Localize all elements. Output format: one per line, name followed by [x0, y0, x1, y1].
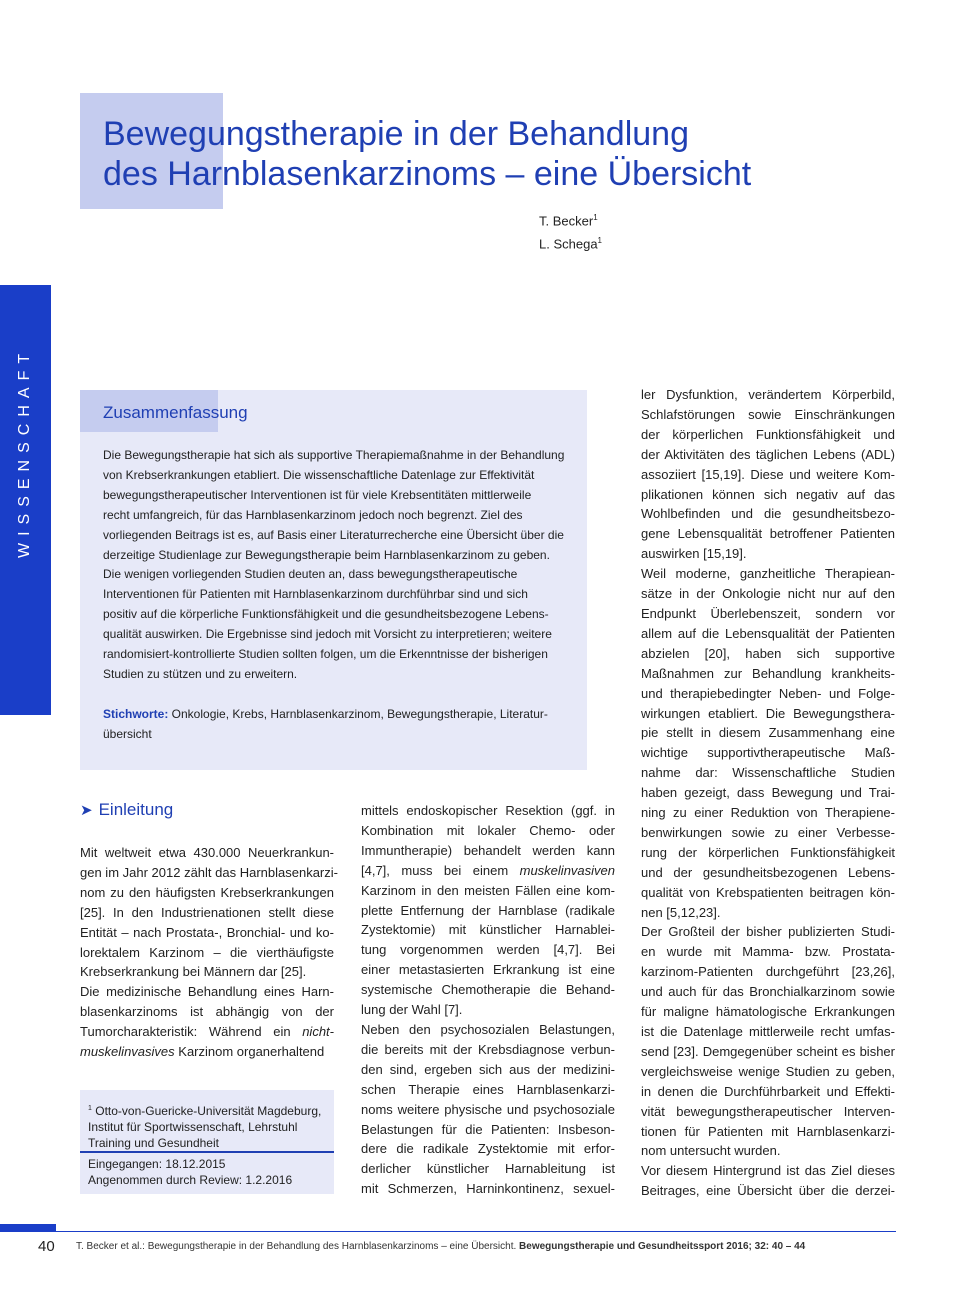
article-title: [103, 114, 883, 194]
body-text-line: in denen die Durchführbarkeit und Effekti-: [641, 1083, 895, 1099]
author-name: L. Schega: [539, 236, 598, 252]
footer-rule: [56, 1231, 896, 1232]
keywords: [103, 705, 579, 745]
body-text-line: Maßnahmen zur Behandlung krankheits-: [641, 665, 895, 681]
body-text-line: nom untersucht wurden.: [641, 1143, 781, 1159]
body-text-line: nen [5,12,23].: [641, 904, 721, 920]
body-text-line: [25]. In den Industrienationen stellt diese: [80, 904, 334, 920]
body-text-line: muskelinvasives Karzinom organerhaltend: [80, 1044, 325, 1060]
abstract-line: Studien zu stützen und zu erweitern.: [103, 666, 298, 681]
page-number: 40: [38, 1238, 55, 1255]
body-text-line: der Aktivitäten des täglichen Lebens (ADL): [641, 446, 895, 462]
affiliation-line: Training und Gesundheit: [88, 1136, 219, 1150]
body-text-line: send [23]. Demgegenüber scheint es bisher: [641, 1043, 895, 1059]
body-text-line: sätze in der Onkologie nicht nur auf den: [641, 586, 895, 602]
body-text-line: allem auf die Lebensqualität der Patienten: [641, 625, 895, 641]
body-text-line: die bereits mit der Krebsdiagnose verbun-: [361, 1041, 615, 1057]
body-text-line: systemische Chemotherapie die Behand-: [361, 982, 615, 998]
affiliation-divider: [80, 1151, 334, 1153]
body-text-line: Belastungen für die Patienten: Insbeson-: [361, 1121, 615, 1137]
abstract-line: bewegungstherapeutischer Interventionen ist für viele Krebsentitäten mittlerweile: [103, 487, 532, 502]
author: [539, 208, 602, 231]
body-text-line: wirkungen etabliert. Die Bewegungsthera-: [641, 705, 895, 721]
body-text-line: dere die radikale Zystektomie mit erfor-: [361, 1141, 615, 1157]
arrow-icon: ➤: [80, 802, 93, 819]
body-text-line: ler Dysfunktion, verändertem Körperbild,: [641, 387, 895, 402]
body-text-line: Beitrages, eine Übersicht über die derzei-: [641, 1183, 895, 1199]
body-text-line: nahme dar: Wissenschaftliche Studien: [641, 765, 895, 781]
body-text-line: karzinom-Patienten durchgeführt [23,26],: [641, 964, 895, 980]
body-text-line: en wurde mit Mamma- bzw. Prostata-: [641, 944, 895, 960]
citation-text: T. Becker et al.: Bewegungstherapie in der Behandlung des Harnblasenkarzinoms – eine Übersicht.: [76, 1241, 520, 1252]
body-text-line: und auch für das Bronchialkarzinom sowie: [641, 984, 895, 1000]
author: [539, 231, 602, 254]
body-text-line: haben gezeigt, dass Bewegung und Trai-: [641, 785, 895, 801]
body-text-line: der körperlichen Funktionsfähigkeit und: [641, 426, 895, 442]
body-text-line: blasenkarzinoms ist abhängig von der: [80, 1004, 334, 1020]
body-text-line: tionen für Patienten mit Harnblasenkarzi-: [641, 1123, 895, 1139]
body-text-line: Krebserkrankung bei Männern dar [25].: [80, 964, 307, 980]
section-heading-einleitung: [80, 800, 173, 820]
body-text-line: mit Schmerzen, Harninkontinenz, sexuel-: [361, 1181, 615, 1197]
title-line-1: Bewegungstherapie in der Behandlung: [103, 115, 690, 153]
abstract-line: Die wenigen vorliegenden Studien deuten an, dass bewegungstherapeutische: [103, 567, 518, 582]
body-text-line: Karzinom in den meisten Fällen eine kom-: [361, 882, 615, 898]
section-heading-text: Einleitung: [98, 800, 174, 819]
body-text-line: Schlafstörungen sowie Einschränkungen: [641, 406, 895, 422]
body-text-line: Immuntherapie) behandelt werden kann: [361, 842, 615, 858]
abstract-line: Interventionen für Patienten mit Harnblasenkarzinom durchführbar sind und sich: [103, 587, 528, 602]
body-text-line: schen Therapie eines Harnblasenkarzi-: [361, 1081, 615, 1097]
author-affil-sup: 1: [597, 236, 602, 246]
keywords-text: übersicht: [103, 726, 152, 741]
submission-dates: [88, 1156, 292, 1188]
body-text-line: Mit weltweit etwa 430.000 Neuerkrankun-: [80, 845, 334, 860]
body-text-line: lung der Wahl [7].: [361, 1002, 463, 1018]
body-text-line: für maligne hämatologische Erkrankungen: [641, 1004, 895, 1020]
affiliation-line: Otto-von-Guericke-Universität Magdeburg,: [91, 1104, 322, 1118]
body-text-line: Zystektomie) mit künstlicher Harnablei-: [361, 922, 615, 938]
body-text-line: ist die Datenlage mittlerweile recht umfas-: [641, 1024, 895, 1039]
abstract-line: von Krebserkrankungen etabliert. Die wissenschaftliche Datenlage zur Effektivität: [103, 467, 535, 482]
body-column-1: [80, 843, 338, 1062]
footer-decor-block: [0, 1224, 56, 1232]
accepted-date: Angenommen durch Review: 1.2.2016: [88, 1173, 293, 1187]
abstract-line: randomisiert-kontrollierte Studien sollten folgen, um die Erkenntnisse der bisherigen: [103, 647, 548, 662]
body-text-line: Die medizinische Behandlung eines Harn-: [80, 984, 334, 1000]
body-text-line: tung vorgenommen werden [4,7]. Bei: [361, 942, 615, 958]
body-text-line: Tumorcharakteristik: Während ein nicht-: [80, 1024, 334, 1040]
keywords-text: Onkologie, Krebs, Harnblasenkarzinom, Bewegungstherapie, Literatur-: [168, 707, 548, 721]
body-text-line: vergleichsweise wenige Studien zu geben,: [641, 1063, 895, 1079]
body-text-line: mittels endoskopischer Resektion (ggf. in: [361, 803, 615, 818]
body-text-line: [4,7], muss bei einem muskelinvasiven: [361, 862, 615, 878]
body-text-line: nom zu den häufigsten Krebserkrankungen: [80, 884, 334, 900]
body-text-line: pie stellt in diesem Zusammenhang eine: [641, 725, 895, 741]
received-date: Eingegangen: 18.12.2015: [88, 1157, 226, 1171]
body-text-line: und der gesundheitsbezogenen Lebens-: [641, 864, 895, 880]
author-list: [539, 208, 602, 255]
abstract-heading: Zusammenfassung: [103, 403, 248, 422]
body-text-line: und therapiebedingter Neben- und Folge-: [641, 685, 895, 701]
body-text-line: benwirkungen sowie zu einer Verbesse-: [641, 824, 895, 840]
author-name: T. Becker: [539, 213, 594, 229]
body-text-line: plette Entfernung der Harnblase (radikale: [361, 902, 615, 918]
abstract-line: recht umfangreich, für das Harnblasenkarzinom jedoch noch begrenzt. Ziel des: [103, 507, 523, 522]
body-text-line: Wohlbefinden und die gesundheitsbezo-: [641, 506, 895, 522]
body-column-2: [361, 801, 615, 1199]
abstract-line: Die Bewegungstherapie hat sich als supportive Therapiemaßnahme in der Behandlung: [103, 448, 565, 462]
body-text-line: lorektalem Karzinom – die vierthäufigste: [80, 944, 334, 960]
affiliation-sup: 1: [88, 1105, 92, 1112]
abstract-text: [103, 446, 579, 685]
body-text-line: gene Lebensqualität betroffener Patienten: [641, 526, 895, 542]
journal-reference: Bewegungstherapie und Gesundheitssport 2016; 32: 40 – 44: [519, 1241, 806, 1252]
body-text-line: Endpunkt Überlebenszeit, sondern vor: [641, 605, 895, 621]
title-line-2: des Harnblasenkarzinoms – eine Übersicht: [103, 155, 752, 193]
body-text-line: gen im Jahr 2012 zählt das Harnblasenkarzi-: [80, 864, 338, 880]
body-text-line: auswirken [15,19].: [641, 546, 747, 562]
section-side-label: WISSENSCHAFT: [16, 346, 33, 558]
author-affil-sup: 1: [593, 213, 598, 222]
keywords-label: Stichworte:: [103, 707, 169, 721]
body-text-line: Vor diesem Hintergrund ist das Ziel dieses: [641, 1163, 895, 1179]
body-text-line: ning zu einer Reduktion von Therapiene-: [641, 805, 895, 821]
affiliation-line: Institut für Sportwissenschaft, Lehrstuhl: [88, 1120, 298, 1134]
abstract-line: positiv auf die körperliche Funktionsfähigkeit und die gesundheitsbezogene Lebens-: [103, 607, 549, 622]
body-text-line: wichtige supportivtherapeutische Maß-: [641, 745, 895, 761]
abstract-line: vorliegenden Beitrags ist es, auf Basis einer Literaturrecherche eine Übersicht über die: [103, 527, 564, 542]
abstract-line: qualität auswirken. Die Ergebnisse sind jedoch mit Vorsicht zu interpretieren; weitere: [103, 627, 552, 642]
body-text-line: vität bewegungstherapeutischer Interven-: [641, 1103, 895, 1119]
body-text-line: abzielen [20], haben sich supportive: [641, 645, 895, 661]
body-text-line: Weil moderne, ganzheitliche Therapiean-: [641, 566, 895, 582]
body-text-line: Entität – nach Prostata-, Bronchial- und ko-: [80, 924, 334, 940]
body-text-line: assoziiert [15,19]. Diese und weitere Kom-: [641, 466, 895, 482]
body-column-3: [641, 385, 895, 1201]
body-text-line: den sind, ergeben sich aus der medizini-: [361, 1061, 615, 1077]
footer-citation: [76, 1241, 805, 1252]
body-text-line: einer metastasierten Erkrankung ist eine: [361, 962, 615, 978]
body-text-line: plikationen können sich negativ auf das: [641, 486, 895, 502]
body-text-line: noms weitere physische und psychosoziale: [361, 1101, 615, 1117]
body-text-line: Der Großteil der bisher publizierten Studi-: [641, 924, 895, 940]
abstract-line: derzeitige Studienlage zur Bewegungstherapie beim Harnblasenkarzinom zu geben.: [103, 547, 550, 562]
body-text-line: derlicher künstlicher Harnableitung ist: [361, 1161, 615, 1177]
body-text-line: Neben den psychosozialen Belastungen,: [361, 1021, 615, 1037]
affiliation: [88, 1101, 321, 1151]
body-text-line: rung der körperlichen Funktionsfähigkeit: [641, 844, 895, 860]
body-text-line: qualität von Krebspatienten beitragen kön-: [641, 884, 895, 900]
body-text-line: Kombination mit lokaler Chemo- oder: [361, 822, 615, 838]
